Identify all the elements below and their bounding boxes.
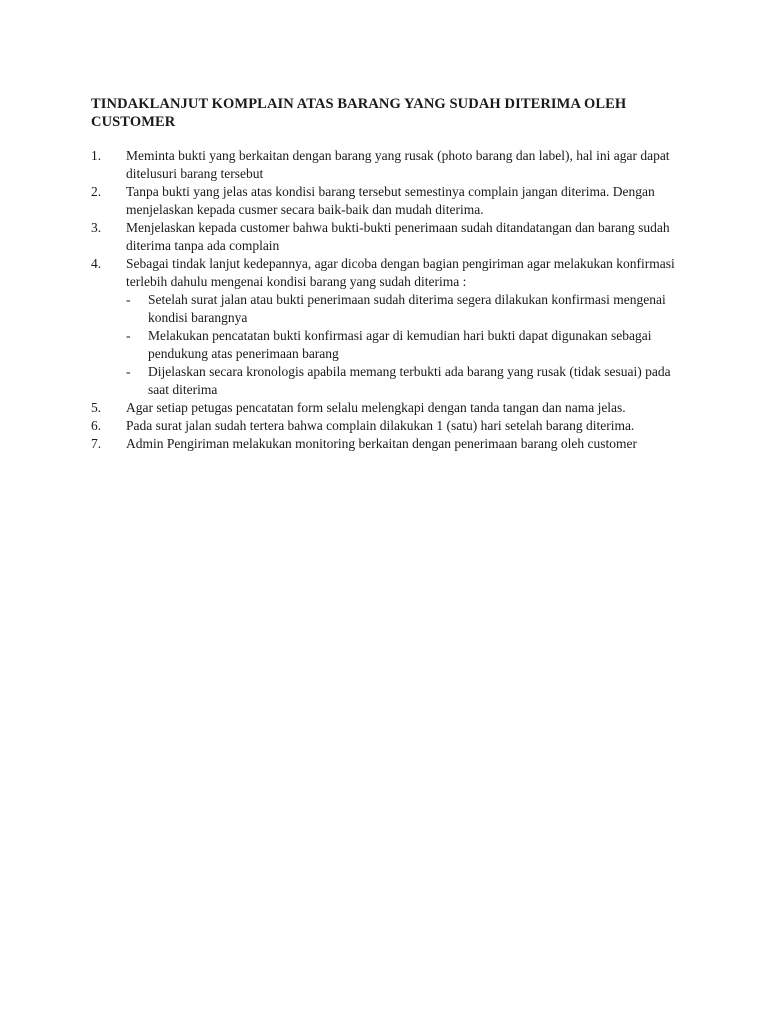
item-text: Menjelaskan kepada customer bahwa bukti-bukti penerimaan sudah ditandatangan dan barang sudah diterima tanpa ada complain (126, 220, 670, 253)
sub-list-item (126, 291, 681, 327)
procedure-list (91, 147, 681, 453)
list-item (91, 417, 681, 435)
item-number: 1. (91, 148, 102, 163)
dash-marker: - (126, 328, 131, 343)
document-title: TINDAKLANJUT KOMPLAIN ATAS BARANG YANG SUDAH DITERIMA OLEH CUSTOMER (91, 96, 627, 130)
document-page (91, 95, 681, 453)
dash-marker: - (126, 364, 131, 379)
list-item (91, 219, 681, 255)
sub-list-item (126, 363, 681, 399)
sub-list (126, 291, 681, 399)
sub-item-text: Setelah surat jalan atau bukti penerimaan sudah diterima segera dilakukan konfirmasi mengenai kondisi barangnya (148, 292, 666, 325)
item-text: Pada surat jalan sudah tertera bahwa complain dilakukan 1 (satu) hari setelah barang diterima. (126, 418, 635, 433)
item-number: 3. (91, 220, 102, 235)
list-item (91, 183, 681, 219)
item-text: Agar setiap petugas pencatatan form selalu melengkapi dengan tanda tangan dan nama jelas. (126, 400, 626, 415)
item-number: 4. (91, 256, 102, 271)
sub-list-item (126, 327, 681, 363)
list-item (91, 399, 681, 417)
dash-marker: - (126, 292, 131, 307)
list-item (91, 435, 681, 453)
item-text: Sebagai tindak lanjut kedepannya, agar dicoba dengan bagian pengiriman agar melakukan konfirmasi terlebih dahulu mengenai kondisi barang yang sudah diterima : (126, 256, 675, 289)
item-number: 7. (91, 436, 102, 451)
item-text: Meminta bukti yang berkaitan dengan barang yang rusak (photo barang dan label), hal ini agar dapat ditelusuri barang tersebut (126, 148, 670, 181)
item-number: 2. (91, 184, 102, 199)
list-item (91, 255, 681, 399)
item-number: 5. (91, 400, 102, 415)
item-text: Tanpa bukti yang jelas atas kondisi barang tersebut semestinya complain jangan diterima. Dengan menjelaskan kepada cusmer secara baik-baik dan mudah diterima. (126, 184, 655, 217)
list-item (91, 147, 681, 183)
sub-item-text: Dijelaskan secara kronologis apabila memang terbukti ada barang yang rusak (tidak sesuai) pada saat diterima (148, 364, 671, 397)
item-text: Admin Pengiriman melakukan monitoring berkaitan dengan penerimaan barang oleh customer (126, 436, 637, 451)
item-number: 6. (91, 418, 102, 433)
sub-item-text: Melakukan pencatatan bukti konfirmasi agar di kemudian hari bukti dapat digunakan sebagai pendukung atas penerimaan barang (148, 328, 652, 361)
